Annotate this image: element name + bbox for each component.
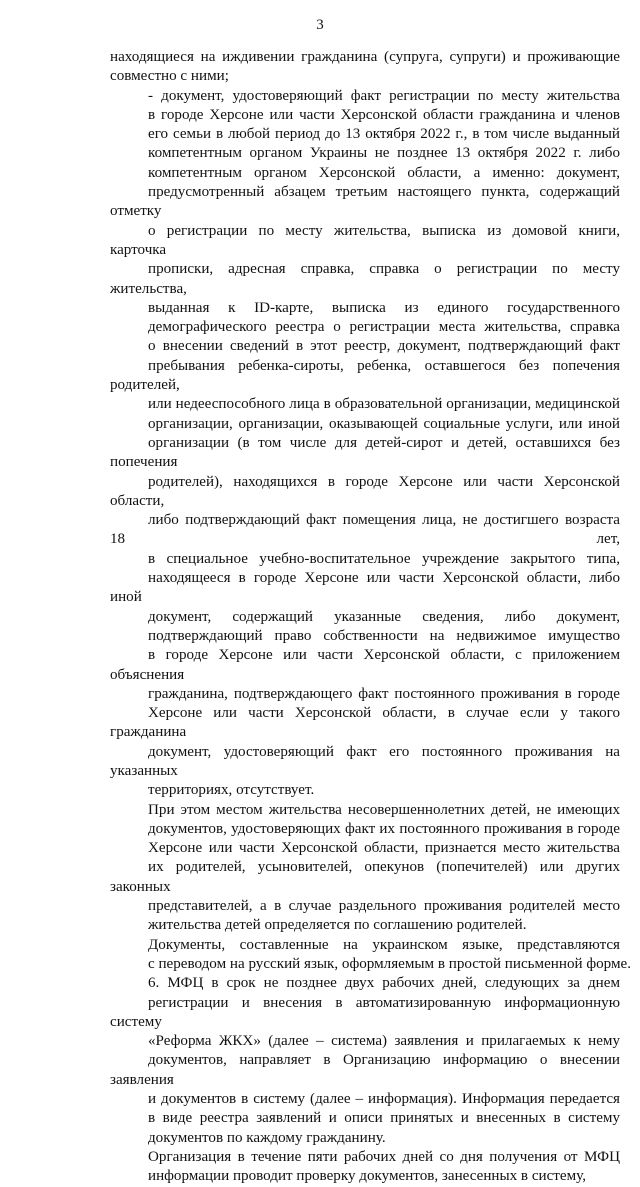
- text-line: При этом местом жительства несовершеннолетних детей, не имеющих: [148, 801, 620, 818]
- paragraph: [110, 974, 620, 1148]
- page-number: 3: [316, 17, 324, 33]
- text-line: родителей), находящихся в городе Херсоне или части Херсонской области,: [110, 473, 620, 509]
- paragraph: [110, 1148, 620, 1187]
- text-line: его семьи в любой период до 13 октября 2022 г., в том числе выданный: [148, 126, 620, 143]
- text-line: находящееся в городе Херсоне или части Херсонской области, либо иной: [110, 570, 620, 606]
- text-line: Херсоне или части Херсонской области, в случае если у такого гражданина: [110, 705, 620, 741]
- text-line: в городе Херсоне или части Херсонской области, с приложением объяснения: [110, 647, 620, 683]
- text-line: документов, направляет в Организацию информацию о внесении заявления: [110, 1052, 620, 1088]
- text-line: компетентным органом Украины не позднее 13 октября 2022 г. либо: [148, 145, 620, 162]
- text-line: в виде реестра заявлений и описи принятых и внесенных в систему: [148, 1110, 620, 1127]
- text-line: находящиеся на иждивении гражданина (супруга, супруги) и проживающие: [110, 49, 620, 65]
- text-line: и документов в систему (далее – информация). Информация передается: [148, 1091, 620, 1108]
- text-line: выданная к ID-карте, выписка из единого государственного: [148, 299, 620, 316]
- text-line: документ, содержащий указанные сведения, либо документ,: [148, 608, 620, 625]
- text-line: о внесении сведений в этот реестр, документ, подтверждающий факт: [148, 338, 620, 355]
- text-line: 6. МФЦ в срок не позднее двух рабочих дней, следующих за днем: [148, 975, 620, 992]
- text-line: информации проводит проверку документов, занесенных в систему,: [148, 1168, 586, 1185]
- text-line: компетентным органом Херсонской области, а именно: документ,: [148, 164, 620, 181]
- text-line: либо подтверждающий факт помещения лица, не достигшего возраста 18 лет,: [110, 512, 620, 548]
- text-line: жительства детей определяется по соглашению родителей.: [148, 917, 527, 934]
- text-line: территориях, отсутствует.: [148, 782, 315, 799]
- text-line: демографического реестра о регистрации места жительства, справка: [148, 319, 620, 336]
- text-line: регистрации и внесения в автоматизированную информационную систему: [110, 994, 620, 1030]
- document-body: [110, 48, 632, 1187]
- text-line: совместно с ними;: [110, 68, 229, 85]
- text-line: - документ, удостоверяющий факт регистрации по месту жительства: [148, 87, 620, 104]
- text-line: или недееспособного лица в образовательной организации, медицинской: [148, 396, 620, 413]
- text-line: организации (в том числе для детей-сирот и детей, оставшихся без попечения: [110, 434, 620, 471]
- paragraph: [110, 801, 620, 936]
- text-line: Херсоне или части Херсонской области, признается место жительства: [148, 840, 620, 857]
- text-line: Документы, составленные на украинском языке, представляются: [148, 936, 620, 953]
- text-line: Организация в течение пяти рабочих дней со дня получения от МФЦ: [148, 1148, 620, 1165]
- text-line: гражданина, подтверждающего факт постоянного проживания в городе: [148, 685, 620, 702]
- text-line: с переводом на русский язык, оформляемым в простой письменной форме.: [148, 955, 632, 972]
- text-line: предусмотренный абзацем третьим настоящего пункта, содержащий отметку: [110, 184, 620, 220]
- paragraph: [110, 48, 620, 87]
- text-line: в специальное учебно-воспитательное учреждение закрытого типа,: [148, 550, 620, 567]
- text-line: документ, удостоверяющий факт его постоянного проживания на указанных: [110, 743, 620, 779]
- text-line: документов по каждому гражданину.: [148, 1129, 386, 1146]
- text-line: «Реформа ЖКХ» (далее – система) заявления и прилагаемых к нему: [148, 1033, 620, 1050]
- text-line: подтверждающий право собственности на недвижимое имущество: [148, 627, 620, 644]
- text-line: о регистрации по месту жительства, выписка из домовой книги, карточка: [110, 222, 620, 258]
- text-line: организации, организации, оказывающей социальные услуги, или иной: [148, 415, 620, 432]
- text-line: пребывания ребенка-сироты, ребенка, оставшегося без попечения родителей,: [110, 357, 620, 394]
- text-line: документов, удостоверяющих факт их постоянного проживания в городе: [148, 820, 620, 837]
- text-line: в городе Херсоне или части Херсонской области гражданина и членов: [148, 106, 620, 123]
- paragraph: [110, 936, 632, 975]
- text-line: прописки, адресная справка, справка о регистрации по месту жительства,: [110, 261, 620, 297]
- text-line: их родителей, усыновителей, опекунов (попечителей) или других законных: [110, 859, 620, 895]
- paragraph: [110, 87, 620, 801]
- text-line: представителей, а в случае раздельного проживания родителей место: [148, 898, 620, 915]
